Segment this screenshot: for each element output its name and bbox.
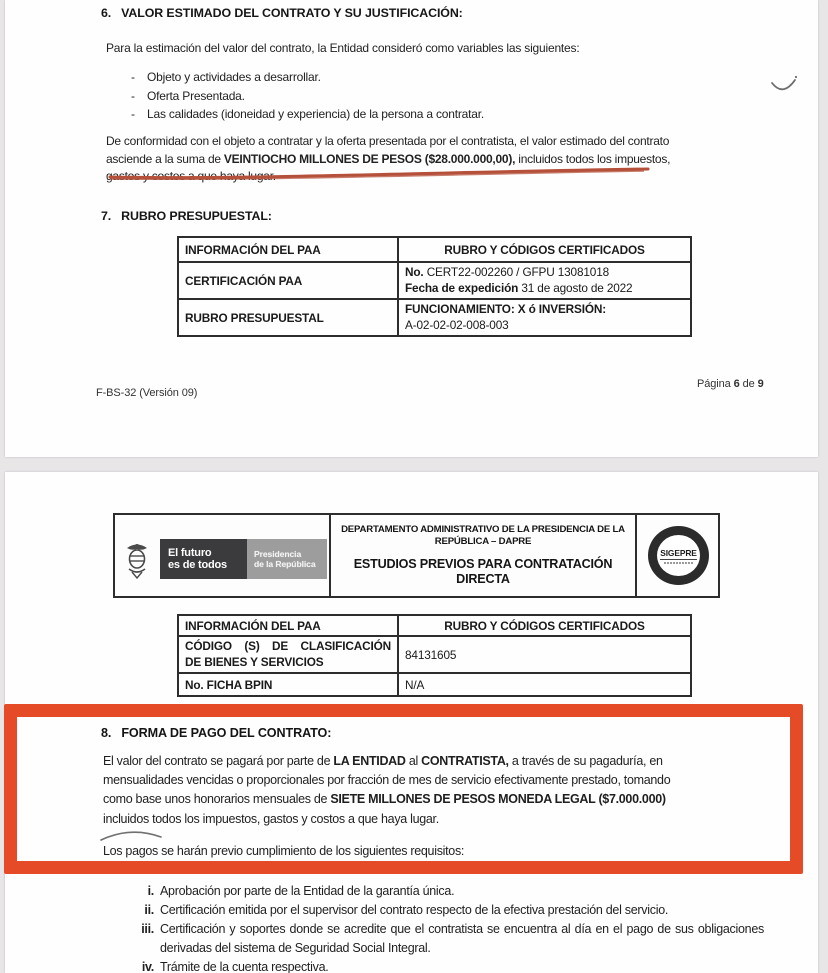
col-header-rubro-codigos: RUBRO Y CÓDIGOS CERTIFICADOS — [398, 237, 691, 262]
header-title-cell — [331, 515, 637, 596]
institutional-header — [113, 513, 720, 598]
logo-slogan-box: El futuro es de todos — [160, 539, 247, 579]
section-6-heading — [101, 6, 463, 20]
section-8-number: 8. — [101, 726, 112, 740]
col-header-informacion-paa: INFORMACIÓN DEL PAA — [178, 237, 398, 262]
col-header-informacion-paa: INFORMACIÓN DEL PAA — [178, 615, 398, 636]
doc-title-line2: DIRECTA — [456, 572, 510, 586]
paa-classification-table — [177, 614, 692, 697]
contract-value-paragraph: De conformidad con el objeto a contratar y la oferta presentada por el contratista, el valor estimado del contrato asciende a la suma de VEINTIOCHO MILLONES DE PESOS ($28.000.000,00), incluidos todos los impuestos, gastos y costos a que haya lugar. — [106, 134, 671, 184]
table-row-rubro: RUBRO PRESUPUESTAL FUNCIONAMIENTO: X ó INVERSIÓN: A-02-02-02-008-003 — [178, 299, 691, 336]
section-7-heading — [101, 209, 272, 223]
seal-cell — [637, 515, 718, 596]
unspsc-code: 84131605 — [398, 636, 691, 673]
section-7-number: 7. — [101, 209, 112, 223]
form-code: F-BS-32 (Versión 09) — [96, 387, 198, 399]
rubro-code: A-02-02-02-008-003 — [405, 317, 509, 332]
cert-date: 31 de agosto de 2022 — [518, 280, 633, 295]
org-name-line1: DEPARTAMENTO ADMINISTRATIVO DE LA PRESIDENCIA DE LA — [341, 524, 625, 535]
sigepre-seal: SIGEPRE — [648, 526, 709, 585]
table-header-row — [178, 237, 691, 262]
dash-bullet: - — [131, 107, 135, 122]
requirement-item-i: i. Aprobación por parte de la Entidad de la garantía única. — [147, 884, 455, 898]
list-item: - Oferta Presentada. — [131, 87, 484, 106]
requirement-item-iii: iii. Certificación y soportes donde se acredite que el contratista se encuentra al día en el pago de sus obligaciones derivadas del sistema de Seguridad Social Integral. — [141, 921, 764, 955]
table-row-ficha-bpin: No. FICHA BPIN N/A — [178, 673, 691, 696]
section-6-number: 6. — [101, 6, 112, 20]
seal-micro-text — [664, 562, 694, 564]
section-6-title: VALOR ESTIMADO DEL CONTRATO Y SU JUSTIFICACIÓN: — [121, 6, 463, 20]
highlight-annotation-box — [4, 704, 803, 874]
colombia-coat-of-arms-icon — [123, 541, 151, 579]
dash-bullet: - — [131, 70, 135, 84]
document-page-6 — [5, 0, 818, 457]
payment-requirements-list — [122, 882, 770, 973]
page-number: Página 6 de 9 — [697, 378, 764, 390]
valuation-variables-list — [131, 68, 484, 124]
section-7-title: RUBRO PRESUPUESTAL: — [121, 209, 272, 223]
list-item: - Objeto y actividades a desarrollar. — [131, 68, 484, 87]
col-header-rubro-codigos: RUBRO Y CÓDIGOS CERTIFICADOS — [398, 615, 691, 636]
payment-requirements-intro: Los pagos se harán previo cumplimiento de los siguientes requisitos: — [103, 844, 465, 858]
doc-title-line1: ESTUDIOS PREVIOS PARA CONTRATACIÓN — [353, 557, 613, 571]
list-item: - Las calidades (idoneidad y experiencia) de la persona a contratar. — [131, 105, 484, 124]
cert-number: CERT22-002260 / GFPU 13081018 — [423, 265, 610, 279]
current-page: 6 — [733, 378, 740, 390]
total-pages: 9 — [757, 378, 764, 390]
section-8-title: FORMA DE PAGO DEL CONTRATO: — [121, 726, 332, 740]
bpin-value: N/A — [398, 673, 691, 696]
monthly-fee-amount: SIETE MILLONES DE PESOS MONEDA LEGAL ($7.000.000) — [330, 792, 666, 807]
paa-certification-table — [177, 236, 692, 337]
pen-smile-mark — [768, 74, 800, 102]
contract-value-amount: VEINTIOCHO MILLONES DE PESOS ($28.000.000,00), — [223, 151, 516, 166]
logo-cell — [115, 515, 331, 596]
org-name-line2: REPÚBLICA – DAPRE — [434, 535, 532, 547]
logo-entity-box: Presidencia de la República — [247, 539, 327, 579]
requirement-item-iv: iv. Trámite de la cuenta respectiva. — [141, 959, 329, 973]
requirement-item-ii: ii. Certificación emitida por el supervisor del contrato respecto de la efectiva prestación del servicio. — [144, 902, 669, 917]
payment-terms-paragraph: El valor del contrato se pagará por parte de LA ENTIDAD al CONTRATISTA, a través de su pagaduría, en mensualidades vencidas o proporcionales por fracción de mes de servicio efectivamente prestado, tomando como base unos honorarios mensuales de SIETE MILLONES DE PESOS MONEDA LEGAL ($7.000.000) incluidos todos los impuestos, gastos y costos a que haya lugar. — [103, 754, 671, 826]
dash-bullet: - — [131, 88, 135, 103]
table-row-codigo-clasificacion: CÓDIGO (S) DE CLASIFICACIÓN DE BIENES Y SERVICIOS 84131605 — [178, 636, 691, 673]
valuation-intro-text: Para la estimación del valor del contrato, la Entidad consideró como variables las siguientes: — [106, 41, 580, 55]
table-row-certificacion: CERTIFICACIÓN PAA No. CERT22-002260 / GFPU 13081018 Fecha de expedición 31 de agosto de 2022 — [178, 262, 691, 299]
pen-underline-mark — [104, 163, 654, 185]
table-header-row — [178, 615, 691, 636]
